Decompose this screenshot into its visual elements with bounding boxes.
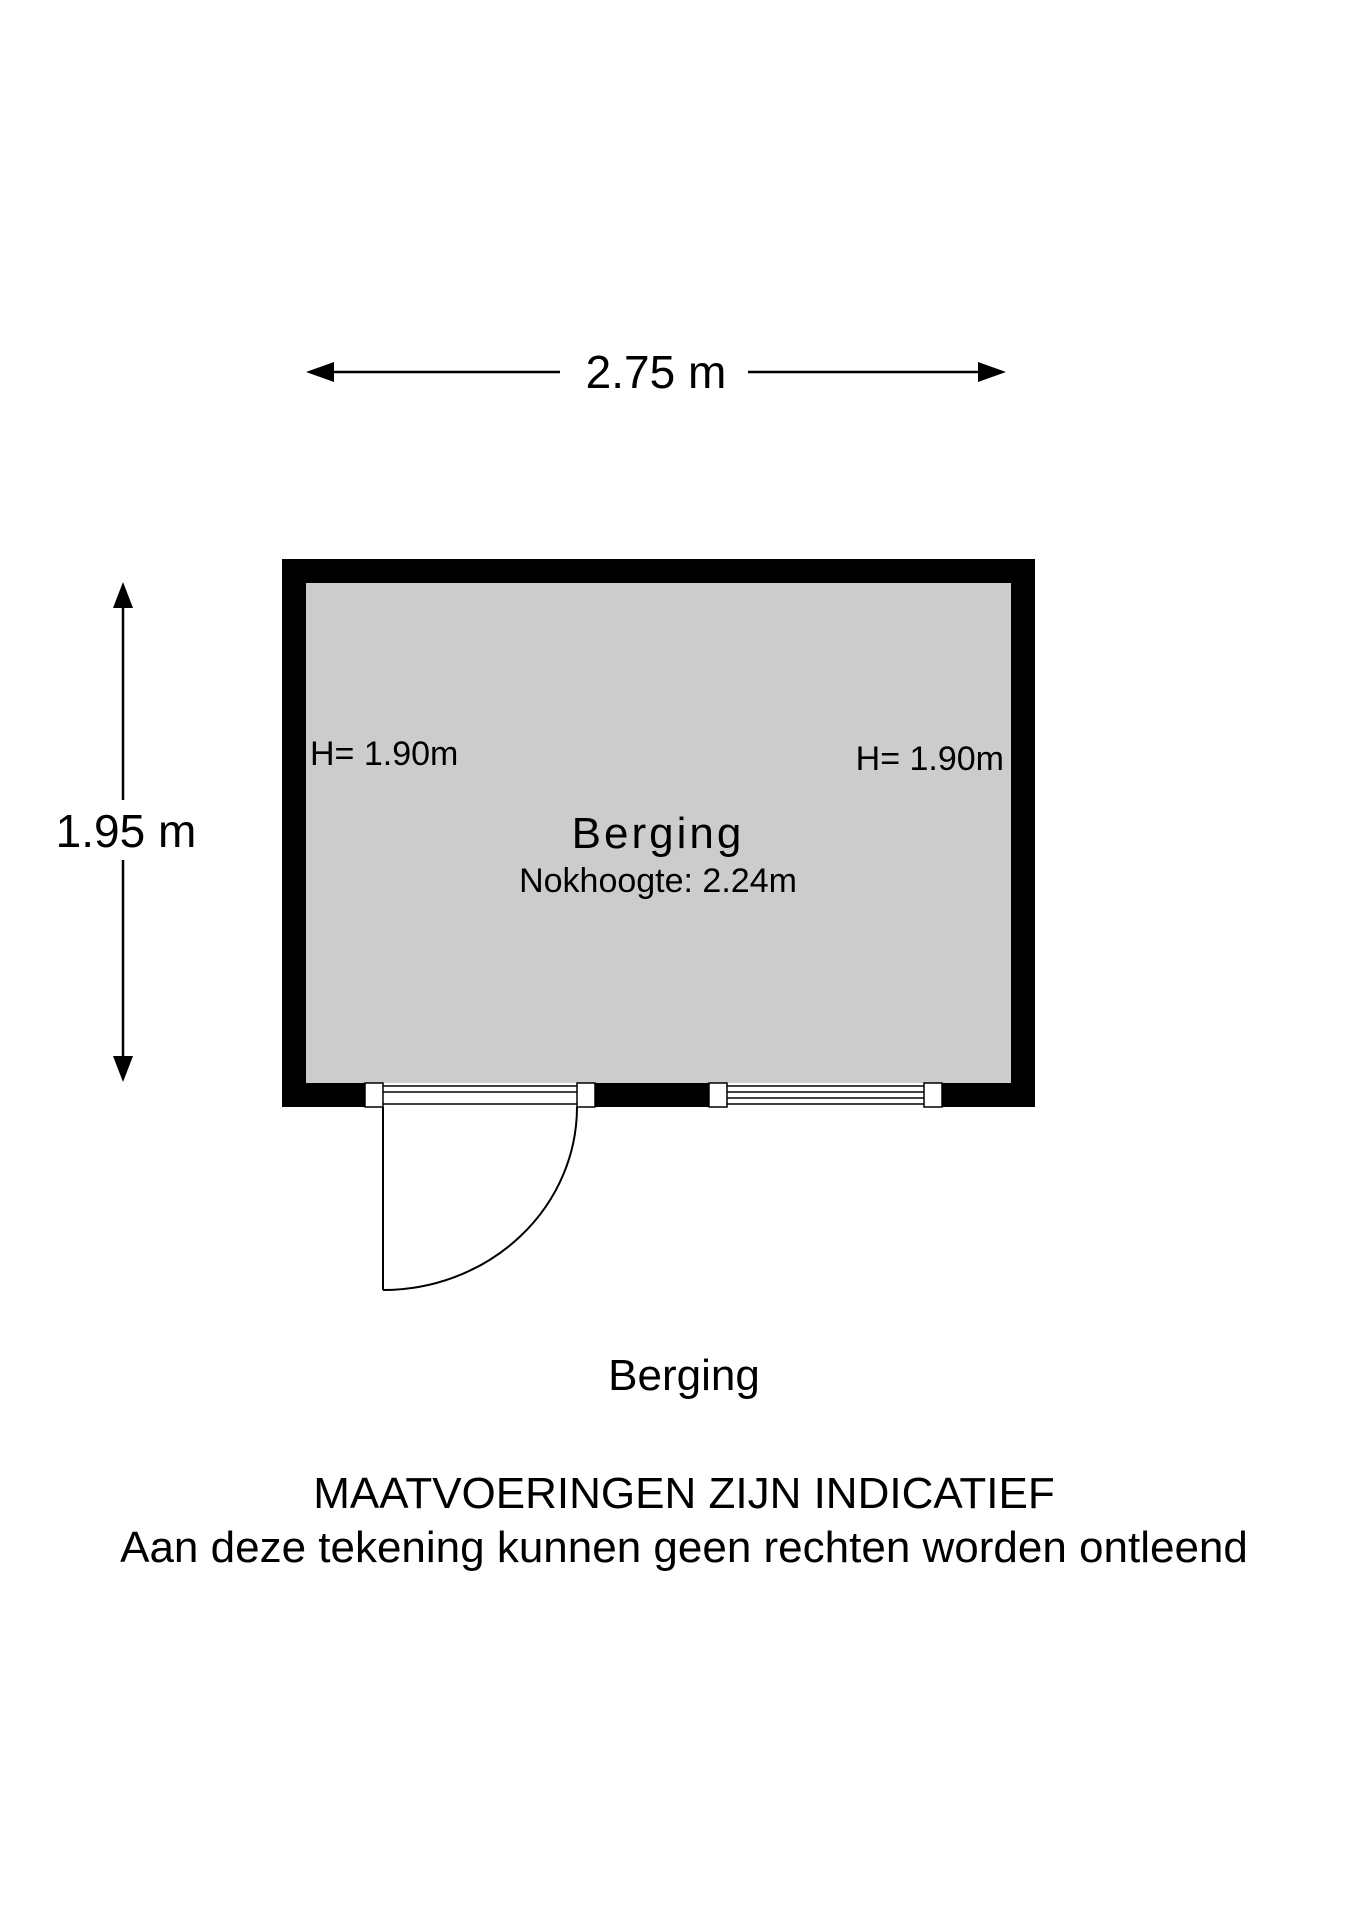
door-swing-arc (383, 1107, 577, 1290)
width-dimension (306, 346, 1006, 398)
depth-dimension (42, 582, 207, 1082)
room (282, 559, 1035, 1290)
disclaimer-text: Aan deze tekening kunnen geen rechten worden ontleend (120, 1523, 1248, 1572)
door (365, 1083, 595, 1290)
depth-dimension-label: 1.95 m (55, 805, 197, 857)
window-jamb-left (709, 1083, 727, 1107)
window (709, 1083, 942, 1107)
height-label-left: H= 1.90m (310, 735, 459, 773)
room-name-label: Berging (571, 809, 745, 858)
arrow-left-icon (306, 362, 334, 382)
ridge-height-label: Nokhoogte: 2.24m (519, 862, 797, 900)
arrow-right-icon (978, 362, 1006, 382)
height-label-right: H= 1.90m (855, 740, 1004, 778)
window-jamb-right (924, 1083, 942, 1107)
drawing-caption: Berging (608, 1351, 760, 1400)
arrow-down-icon (113, 1056, 133, 1082)
door-jamb-left (365, 1083, 383, 1107)
arrow-up-icon (113, 582, 133, 608)
door-jamb-right (577, 1083, 595, 1107)
width-dimension-label: 2.75 m (585, 346, 727, 398)
disclaimer-heading: MAATVOERINGEN ZIJN INDICATIEF (313, 1469, 1055, 1518)
